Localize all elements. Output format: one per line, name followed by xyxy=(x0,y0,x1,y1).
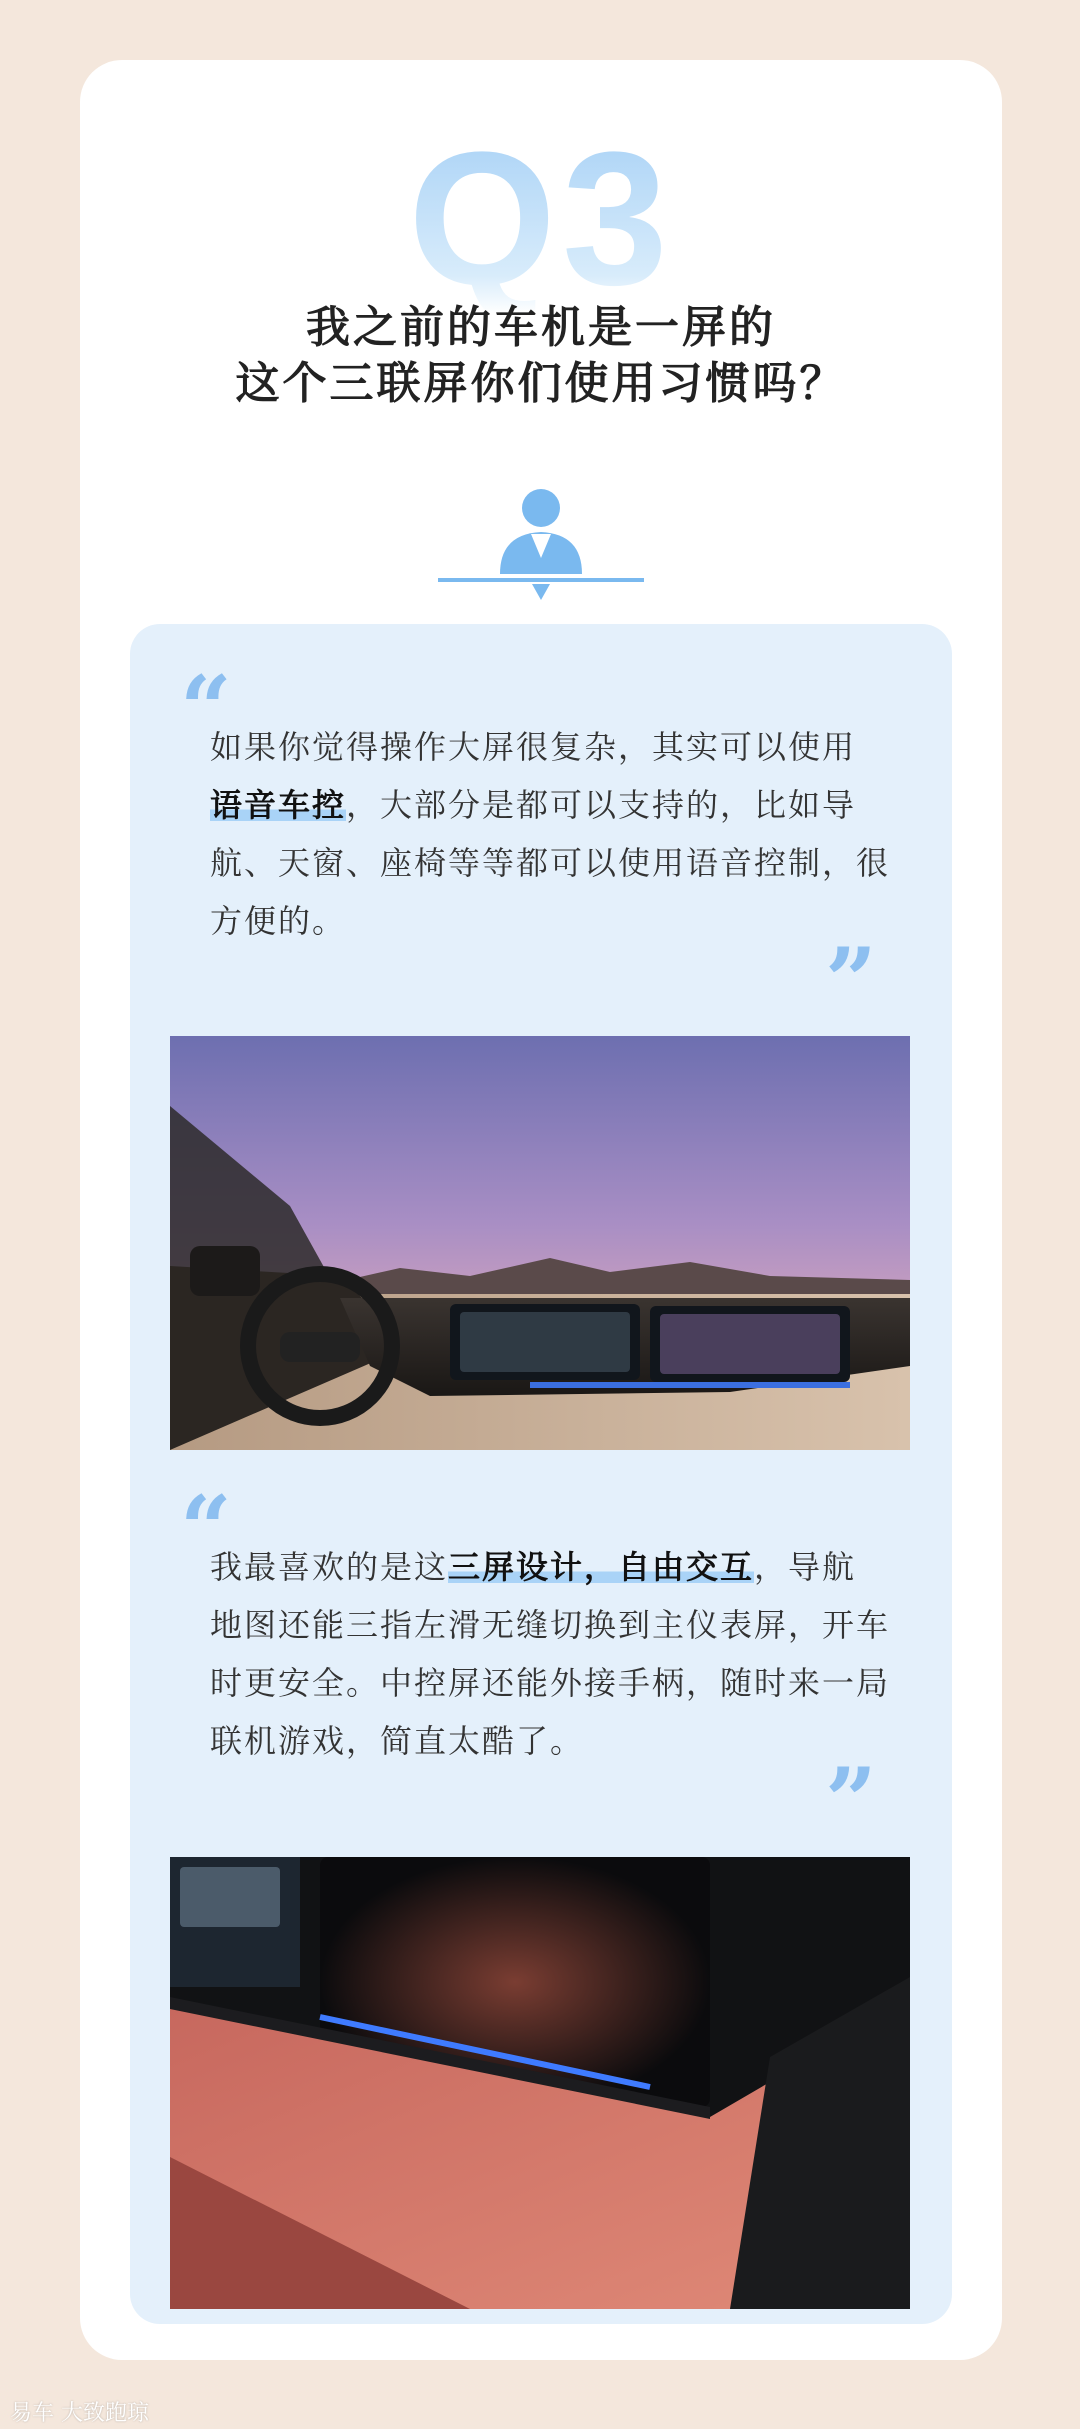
watermark: 易车 大致跑琼 xyxy=(10,2401,149,2426)
open-quote-icon: “ xyxy=(180,656,226,762)
question-line-2: 这个三联屏你们使用习惯吗？ xyxy=(235,358,847,409)
close-quote-icon: ” xyxy=(825,1748,871,1854)
answer-2-highlight: 三屏设计，自由交互 xyxy=(448,1548,755,1586)
interior-photo xyxy=(170,1857,910,2309)
dashboard-photo xyxy=(170,1036,910,1450)
person-icon xyxy=(438,488,644,606)
question-text xyxy=(80,300,1002,412)
close-quote-icon: ” xyxy=(825,928,871,1034)
answers-panel xyxy=(130,624,952,2324)
answer-1-highlight: 语音车控 xyxy=(210,786,347,824)
question-number: Q3 xyxy=(80,124,1002,314)
answer-2-text: 我最喜欢的是这三屏设计，自由交互，导航地图还能三指左滑无缝切换到主仪表屏，开车时更安全。中控屏还能外接手柄，随时来一局联机游戏，简直太酷了。 xyxy=(210,1548,891,1760)
answer-1-text: 如果你觉得操作大屏很复杂，其实可以使用语音车控，大部分是都可以支持的，比如导航、天窗、座椅等等都可以使用语音控制，很方便的。 xyxy=(210,728,891,940)
question-line-1: 我之前的车机是一屏的 xyxy=(306,302,776,353)
open-quote-icon: “ xyxy=(180,1476,226,1582)
content-card xyxy=(80,60,1002,2360)
